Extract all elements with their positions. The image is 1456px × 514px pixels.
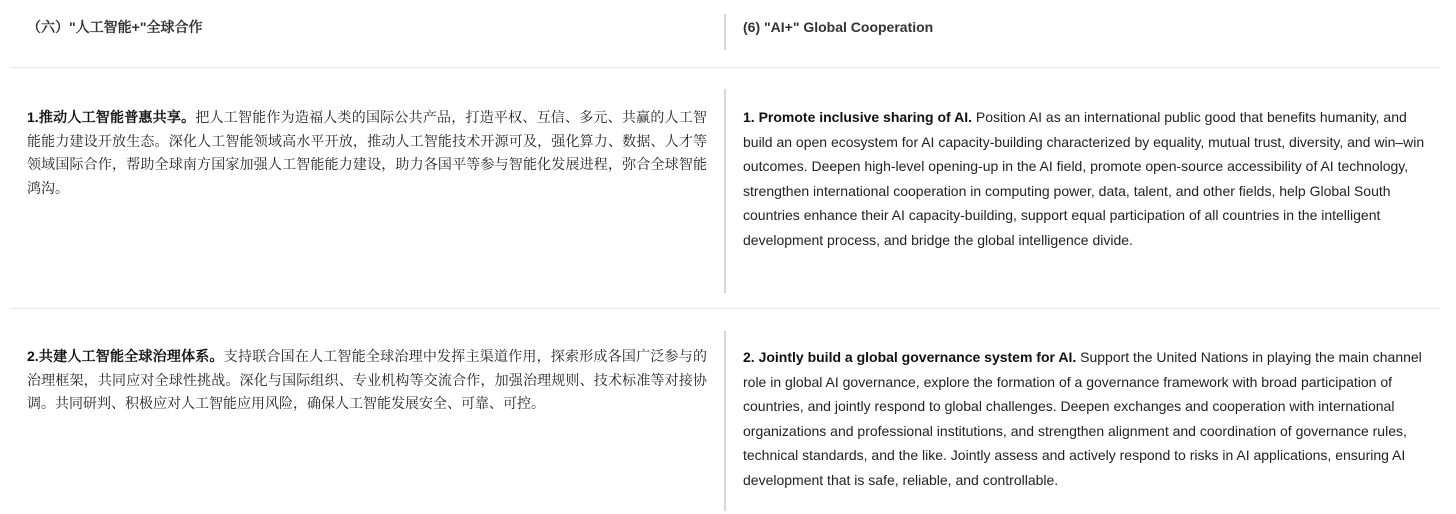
item-row-1 — [10, 68, 1440, 309]
section-header-row — [10, 0, 1440, 68]
zh-heading-2: 2.共建人工智能全球治理体系。 — [27, 348, 224, 364]
en-paragraph-2 — [724, 331, 1440, 511]
en-heading-1: 1. Promote inclusive sharing of AI. — [743, 109, 972, 125]
zh-section-title: （六）"人工智能+"全球合作 — [27, 19, 203, 35]
zh-heading-1: 1.推动人工智能普惠共享。 — [27, 109, 196, 125]
zh-body-1: 把人工智能作为造福人类的国际公共产品，打造平权、互信、多元、共赢的人工智能能力建设开放生态。深化人工智能领域高水平开放，推动人工智能技术开源可及，强化算力、数据、人才等领域国际合作，帮助全球南方国家加强人工智能能力建设，助力各国平等参与智能化发展进程，弥合全球智能鸿沟。 — [27, 109, 707, 196]
zh-paragraph-1 — [27, 106, 707, 200]
en-heading-2: 2. Jointly build a global governance system for AI. — [743, 349, 1077, 365]
item-row-2 — [10, 309, 1440, 514]
zh-body-2: 支持联合国在人工智能全球治理中发挥主渠道作用，探索形成各国广泛参与的治理框架，共同应对全球性挑战。深化与国际组织、专业机构等交流合作，加强治理规则、技术标准等对接协调。共同研判、积极应对人工智能应用风险，确保人工智能发展安全、可靠、可控。 — [27, 348, 707, 411]
zh-paragraph-2 — [27, 345, 707, 416]
en-section-title-text: (6) "AI+" Global Cooperation — [743, 19, 934, 35]
en-paragraph-1 — [724, 89, 1440, 293]
en-section-title — [724, 14, 1440, 50]
en-body-1: Position AI as an international public good that benefits humanity, and build an open ecosystem for AI capacity-building characterized by equality, mutual trust, diversity, and win–win outcomes. Deepen high-level opening-up in the AI field, promote open-source accessibility of AI technology, strengthen international cooperation in computing power, data, talent, and other fields, help Global South countries enhance their AI capacity-building, support equal participation of all countries in the intelligent development process, and bridge the global intelligence divide. — [743, 109, 1425, 248]
en-body-2: Support the United Nations in playing the main channel role in global AI governance, explore the formation of a governance framework with broad participation of countries, and jointly respond to global challenges. Deepen exchanges and cooperation with international organizations and professional institutions, and strengthen alignment and coordination of governance rules, technical standards, and the like. Jointly assess and actively respond to risks in AI applications, ensuring AI development that is safe, reliable, and controllable. — [743, 349, 1422, 488]
